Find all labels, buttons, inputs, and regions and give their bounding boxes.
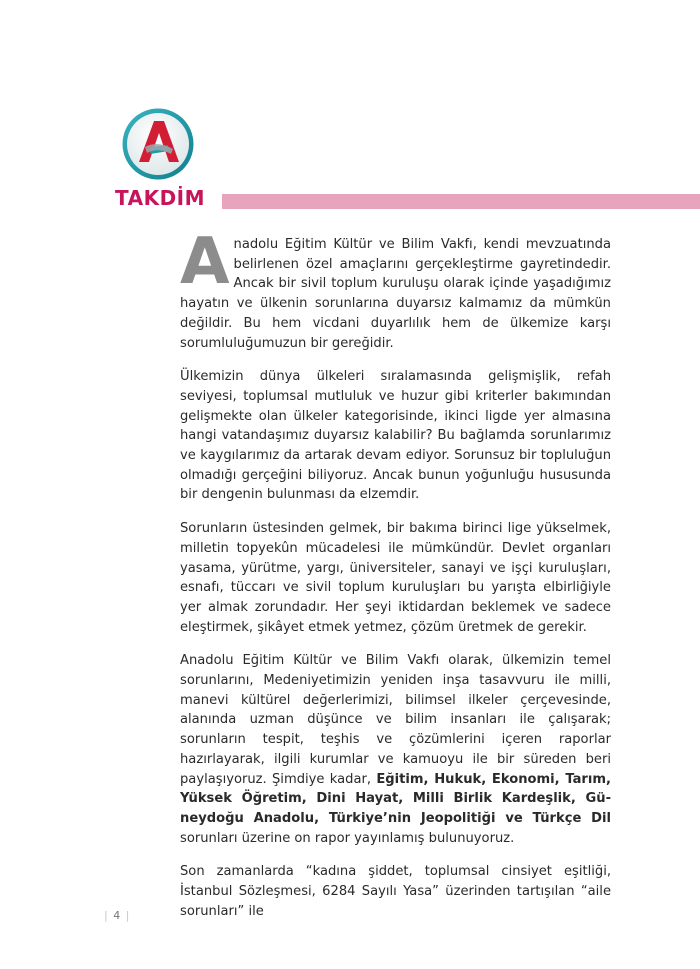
paragraph-1 bbox=[180, 225, 611, 353]
page-number-value: 4 bbox=[113, 909, 122, 922]
page-number-right-bar: | bbox=[125, 909, 131, 922]
paragraph-4-intro: Anadolu Eğitim Kültür ve Bilim Vakfı olarak, ülkemizin temel sorunlarını, Medeniyetimizin yeniden inşa tasavvuru ile milli, manevi kültürel değerlerimizi, bilimsel ilkeler çerçevesinde, alanında uzman düşünce ve bilim insanları ile çalışarak; sorunların tespit, teşhis ve çözümlerini içeren raporlar hazırlayarak, ilgili kurumlar ve kamuoyu ile bir süreden beri paylaşıyoruz. Şimdiye kadar, bbox=[180, 653, 611, 787]
paragraph-1-text: nadolu Eğitim Kültür ve Bilim Vakfı, kendi mevzuatında belirlenen özel amaçlarını gerçekleştirme gayretindedir. Ancak bir sivil toplum kuruluşu olarak içinde yaşadığımız hayatın ve ülkenin sorunlarına duyarsız kalmamız da mümkün değildir. Bu hem vicdani duyarlılık hem de ülkemize karşı sorumluluğumuzun bir gereğidir. bbox=[180, 237, 611, 351]
paragraph-2: Ülkemizin dünya ülkeleri sıralamasında gelişmişlik, refah seviyesi, toplumsal mutluluk ve huzur gibi kriterler bakımından gelişmekte olan ülkeler kategorisinde, ikinci ligde yer almasına hangi vatandaşımız duyarsız kalabilir? Bu bağlamda sorunlarımız ve kaygılarımız da artarak devam ediyor. Sorunsuz bir topluluğun olmadığı gerçeğini biliyoruz. Ancak bunun yoğunluğu hususunda bir dengenin bulunması da elzemdir. bbox=[180, 369, 611, 503]
article-body bbox=[180, 225, 611, 936]
drop-cap: A bbox=[180, 225, 230, 299]
paragraph-3: Sorunların üstesinden gelmek, bir bakıma birinci lige yükselmek, milletin topyekûn mücadelesi ile mümkündür. Devlet organları yasama, yürütme, yargı, üniversiteler, sanayi ve işçi kuruluşları, esnafı, tüccarı ve sivil toplum kuruluşları bu yarışta elbirliğiyle yer almak zorundadır. Her şeyi iktidardan beklemek ve sadece eleştirmek, şikâyet etmek yetmez, çözüm üretmek de gerekir. bbox=[180, 521, 611, 635]
report-topics: Eğitim, Hukuk, Ekonomi, Tarım, Yüksek Öğretim, Dini Hayat, Milli Birlik Kardeşlik, Güneydoğu Anadolu, Türkiye’nin Jeopolitiği ve Türkçe Dil bbox=[180, 771, 611, 826]
paragraph-5: Son zamanlarda “kadına şiddet, toplumsal cinsiyet eşitliği, İstanbul Sözleşmesi, 6284 Sayılı Yasa” üzerinden tartışılan “aile sorunları” ile bbox=[180, 864, 611, 919]
page-number bbox=[104, 909, 130, 922]
paragraph-4-outro: sorunları üzerine on rapor yayınlamış bulunuyoruz. bbox=[180, 830, 515, 846]
page-number-left-bar: | bbox=[104, 909, 109, 922]
paragraph-4 bbox=[180, 651, 611, 848]
page-title: TAKDİM bbox=[115, 186, 206, 210]
title-divider-bar bbox=[222, 194, 700, 209]
foundation-logo bbox=[121, 107, 195, 181]
foundation-a-logo-icon bbox=[121, 107, 195, 181]
